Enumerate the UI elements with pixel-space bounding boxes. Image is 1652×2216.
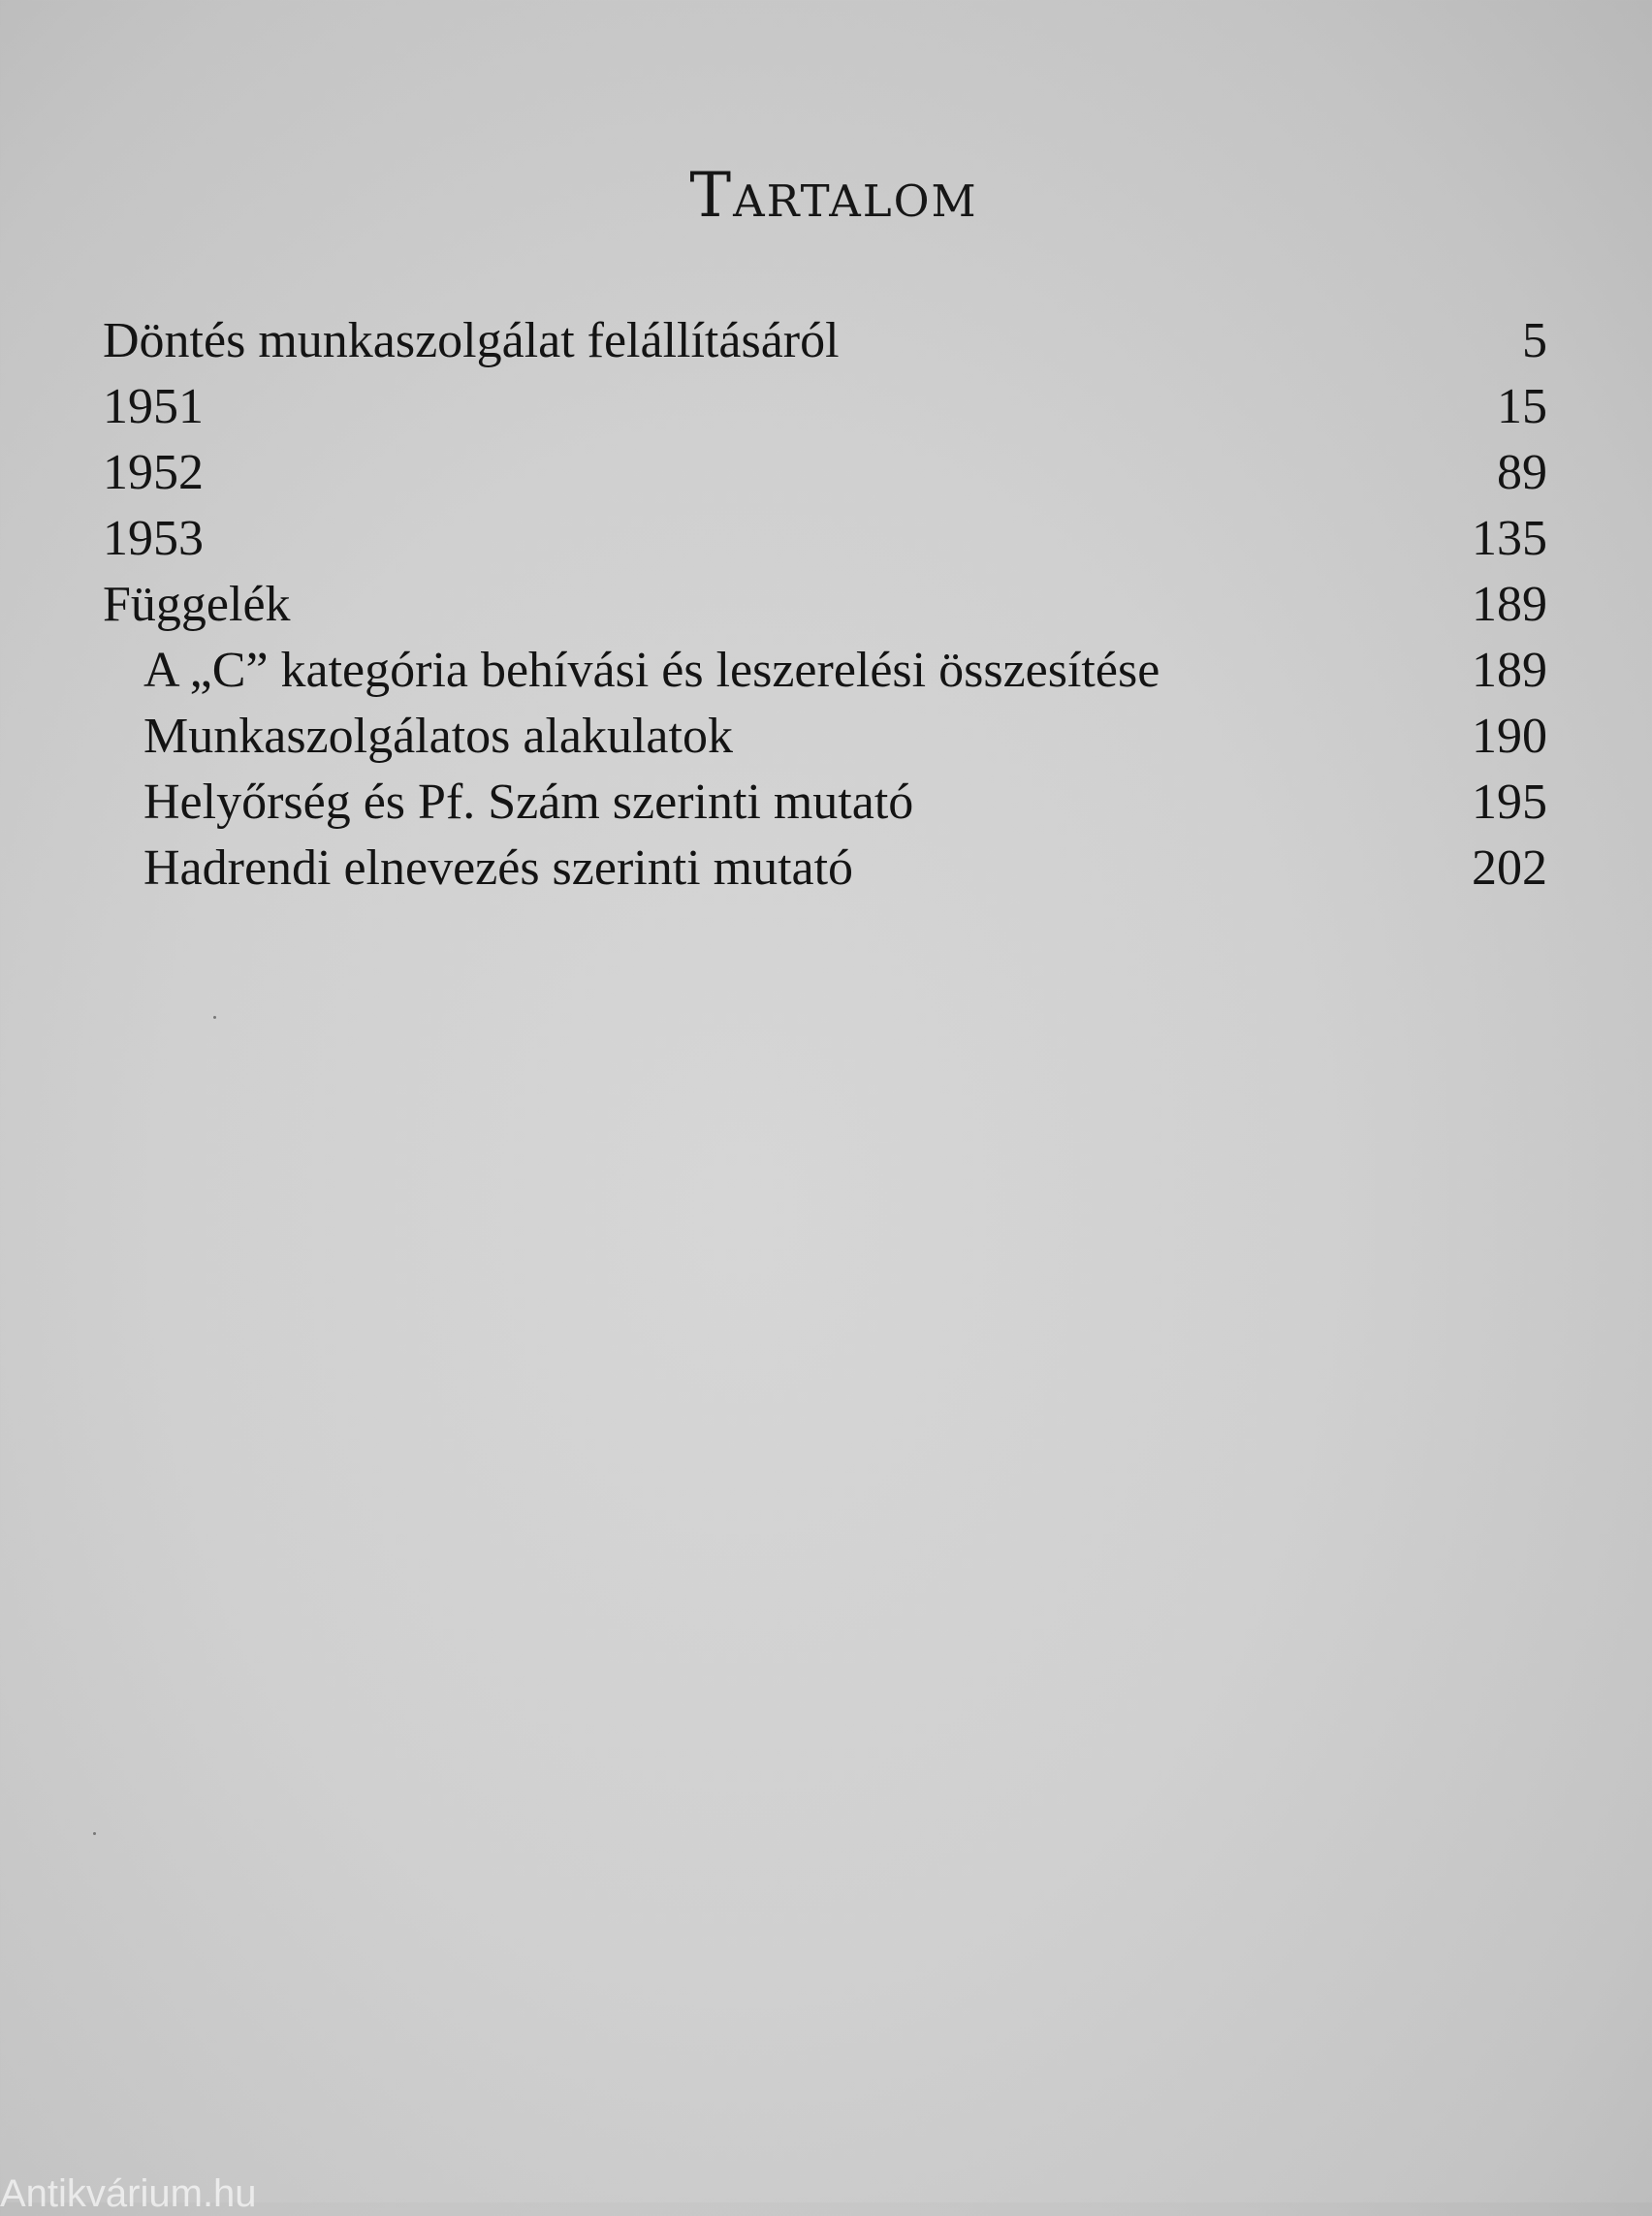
toc-entry xyxy=(103,506,1547,572)
toc-entry-label: Függelék xyxy=(103,577,291,632)
toc-entry-page-number: 135 xyxy=(1472,511,1547,566)
toc-entry xyxy=(103,374,1547,440)
paper-speck xyxy=(213,1016,216,1019)
toc-subentry-page-number: 190 xyxy=(1472,709,1547,764)
toc-subentry xyxy=(103,770,1547,836)
toc-entry xyxy=(103,572,1547,638)
toc-entry-page-number: 189 xyxy=(1472,577,1547,632)
toc-subentry-label: Hadrendi elnevezés szerinti mutató xyxy=(143,840,854,896)
toc-entry-label: Döntés munkaszolgálat felállításáról xyxy=(103,313,840,368)
toc-subentry-label: A „C” kategória behívási és leszerelési összesítése xyxy=(143,643,1160,698)
toc-subentry-page-number: 195 xyxy=(1472,775,1547,830)
toc-entry-label: 1953 xyxy=(103,511,204,566)
toc-entry-label: 1951 xyxy=(103,379,204,434)
toc-entry-page-number: 5 xyxy=(1522,313,1547,368)
toc-subentry-label: Helyőrség és Pf. Szám szerinti mutató xyxy=(143,775,914,830)
toc-subentry-page-number: 202 xyxy=(1472,840,1547,896)
watermark-text: Antikvárium.hu xyxy=(0,2172,257,2215)
toc-entry xyxy=(103,308,1547,374)
toc-entry xyxy=(103,440,1547,506)
toc-entry-label: 1952 xyxy=(103,445,204,500)
toc-subentry-label: Munkaszolgálatos alakulatok xyxy=(143,709,733,764)
toc-subentry xyxy=(103,704,1547,770)
toc-entry-page-number: 15 xyxy=(1497,379,1547,434)
paper-speck xyxy=(93,1832,96,1835)
page-title: Tartalom xyxy=(689,160,978,232)
toc-entry-page-number: 89 xyxy=(1497,445,1547,500)
toc-subentry xyxy=(103,638,1547,704)
toc-subentry-page-number: 189 xyxy=(1472,643,1547,698)
toc-subentry xyxy=(103,836,1547,902)
table-of-contents xyxy=(103,308,1547,902)
